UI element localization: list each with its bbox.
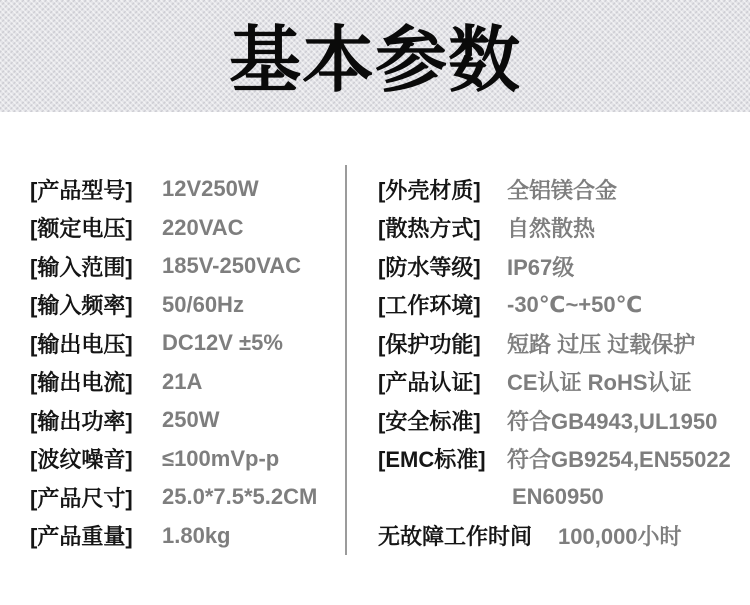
spec-row xyxy=(30,324,342,363)
spec-value: 短路 过压 过载保护 xyxy=(507,331,696,357)
spec-value: 25.0*7.5*5.2CM xyxy=(162,484,318,510)
spec-row xyxy=(30,209,342,248)
spec-value: 12V250W xyxy=(162,176,259,202)
spec-label: [输出电压] xyxy=(30,331,133,357)
spec-row xyxy=(30,478,342,517)
spec-value: 1.80kg xyxy=(162,522,231,548)
spec-value: 符合GB4943,UL1950 xyxy=(507,408,718,434)
spec-value: 符合GB9254,EN55022 xyxy=(507,447,731,473)
spec-row xyxy=(378,209,746,248)
spec-value: ≤100mVp-p xyxy=(162,445,280,471)
spec-label: [输入频率] xyxy=(30,293,133,319)
spec-row xyxy=(378,440,746,479)
spec-row xyxy=(378,286,746,325)
spec-row xyxy=(30,170,342,209)
spec-row xyxy=(30,363,342,402)
spec-label: [产品尺寸] xyxy=(30,485,133,511)
spec-label: [额定电压] xyxy=(30,216,133,242)
spec-label: [输入范围] xyxy=(30,254,133,280)
spec-value: 250W xyxy=(162,407,220,433)
spec-row xyxy=(378,401,746,440)
spec-value: 220VAC xyxy=(162,214,244,240)
title-banner xyxy=(0,0,750,112)
spec-label: [EMC标准] xyxy=(378,447,486,473)
spec-value: 自然散热 xyxy=(507,216,596,242)
spec-value-line2: EN60950 xyxy=(512,484,604,510)
spec-label: [外壳材质] xyxy=(378,177,481,203)
spec-label: [安全标准] xyxy=(378,408,481,434)
spec-value: 100,000小时 xyxy=(558,524,682,550)
spec-row xyxy=(30,286,342,325)
spec-label: [产品重量] xyxy=(30,524,133,550)
spec-row-mtbf xyxy=(378,517,746,556)
spec-row xyxy=(378,363,746,402)
spec-row xyxy=(378,247,746,286)
spec-label: [输出功率] xyxy=(30,408,133,434)
left-spec-column xyxy=(30,170,342,555)
spec-row xyxy=(378,324,746,363)
spec-row xyxy=(30,517,342,556)
spec-label: [保护功能] xyxy=(378,331,481,357)
spec-label: [工作环境] xyxy=(378,293,481,319)
spec-value: 21A xyxy=(162,368,203,394)
spec-label: [产品认证] xyxy=(378,370,481,396)
spec-label: [散热方式] xyxy=(378,216,481,242)
spec-label: [波纹噪音] xyxy=(30,447,133,473)
spec-label: [输出电流] xyxy=(30,370,133,396)
right-spec-column xyxy=(378,170,746,555)
spec-value: 50/60Hz xyxy=(162,291,244,317)
spec-value: -30℃~+50℃ xyxy=(507,291,643,317)
spec-value: IP67级 xyxy=(507,254,575,280)
spec-row-continuation xyxy=(378,478,746,517)
spec-row xyxy=(30,440,342,479)
spec-label: [防水等级] xyxy=(378,254,481,280)
spec-value: DC12V ±5% xyxy=(162,330,283,356)
spec-row xyxy=(378,170,746,209)
column-divider xyxy=(345,165,347,555)
spec-value: CE认证 RoHS认证 xyxy=(507,370,692,396)
page-title: 基本参数 xyxy=(228,21,521,101)
spec-label: 无故障工作时间 xyxy=(378,524,533,550)
spec-value: 全铝镁合金 xyxy=(507,177,618,203)
spec-row xyxy=(30,401,342,440)
spec-value: 185V-250VAC xyxy=(162,253,302,279)
spec-row xyxy=(30,247,342,286)
spec-label: [产品型号] xyxy=(30,177,133,203)
